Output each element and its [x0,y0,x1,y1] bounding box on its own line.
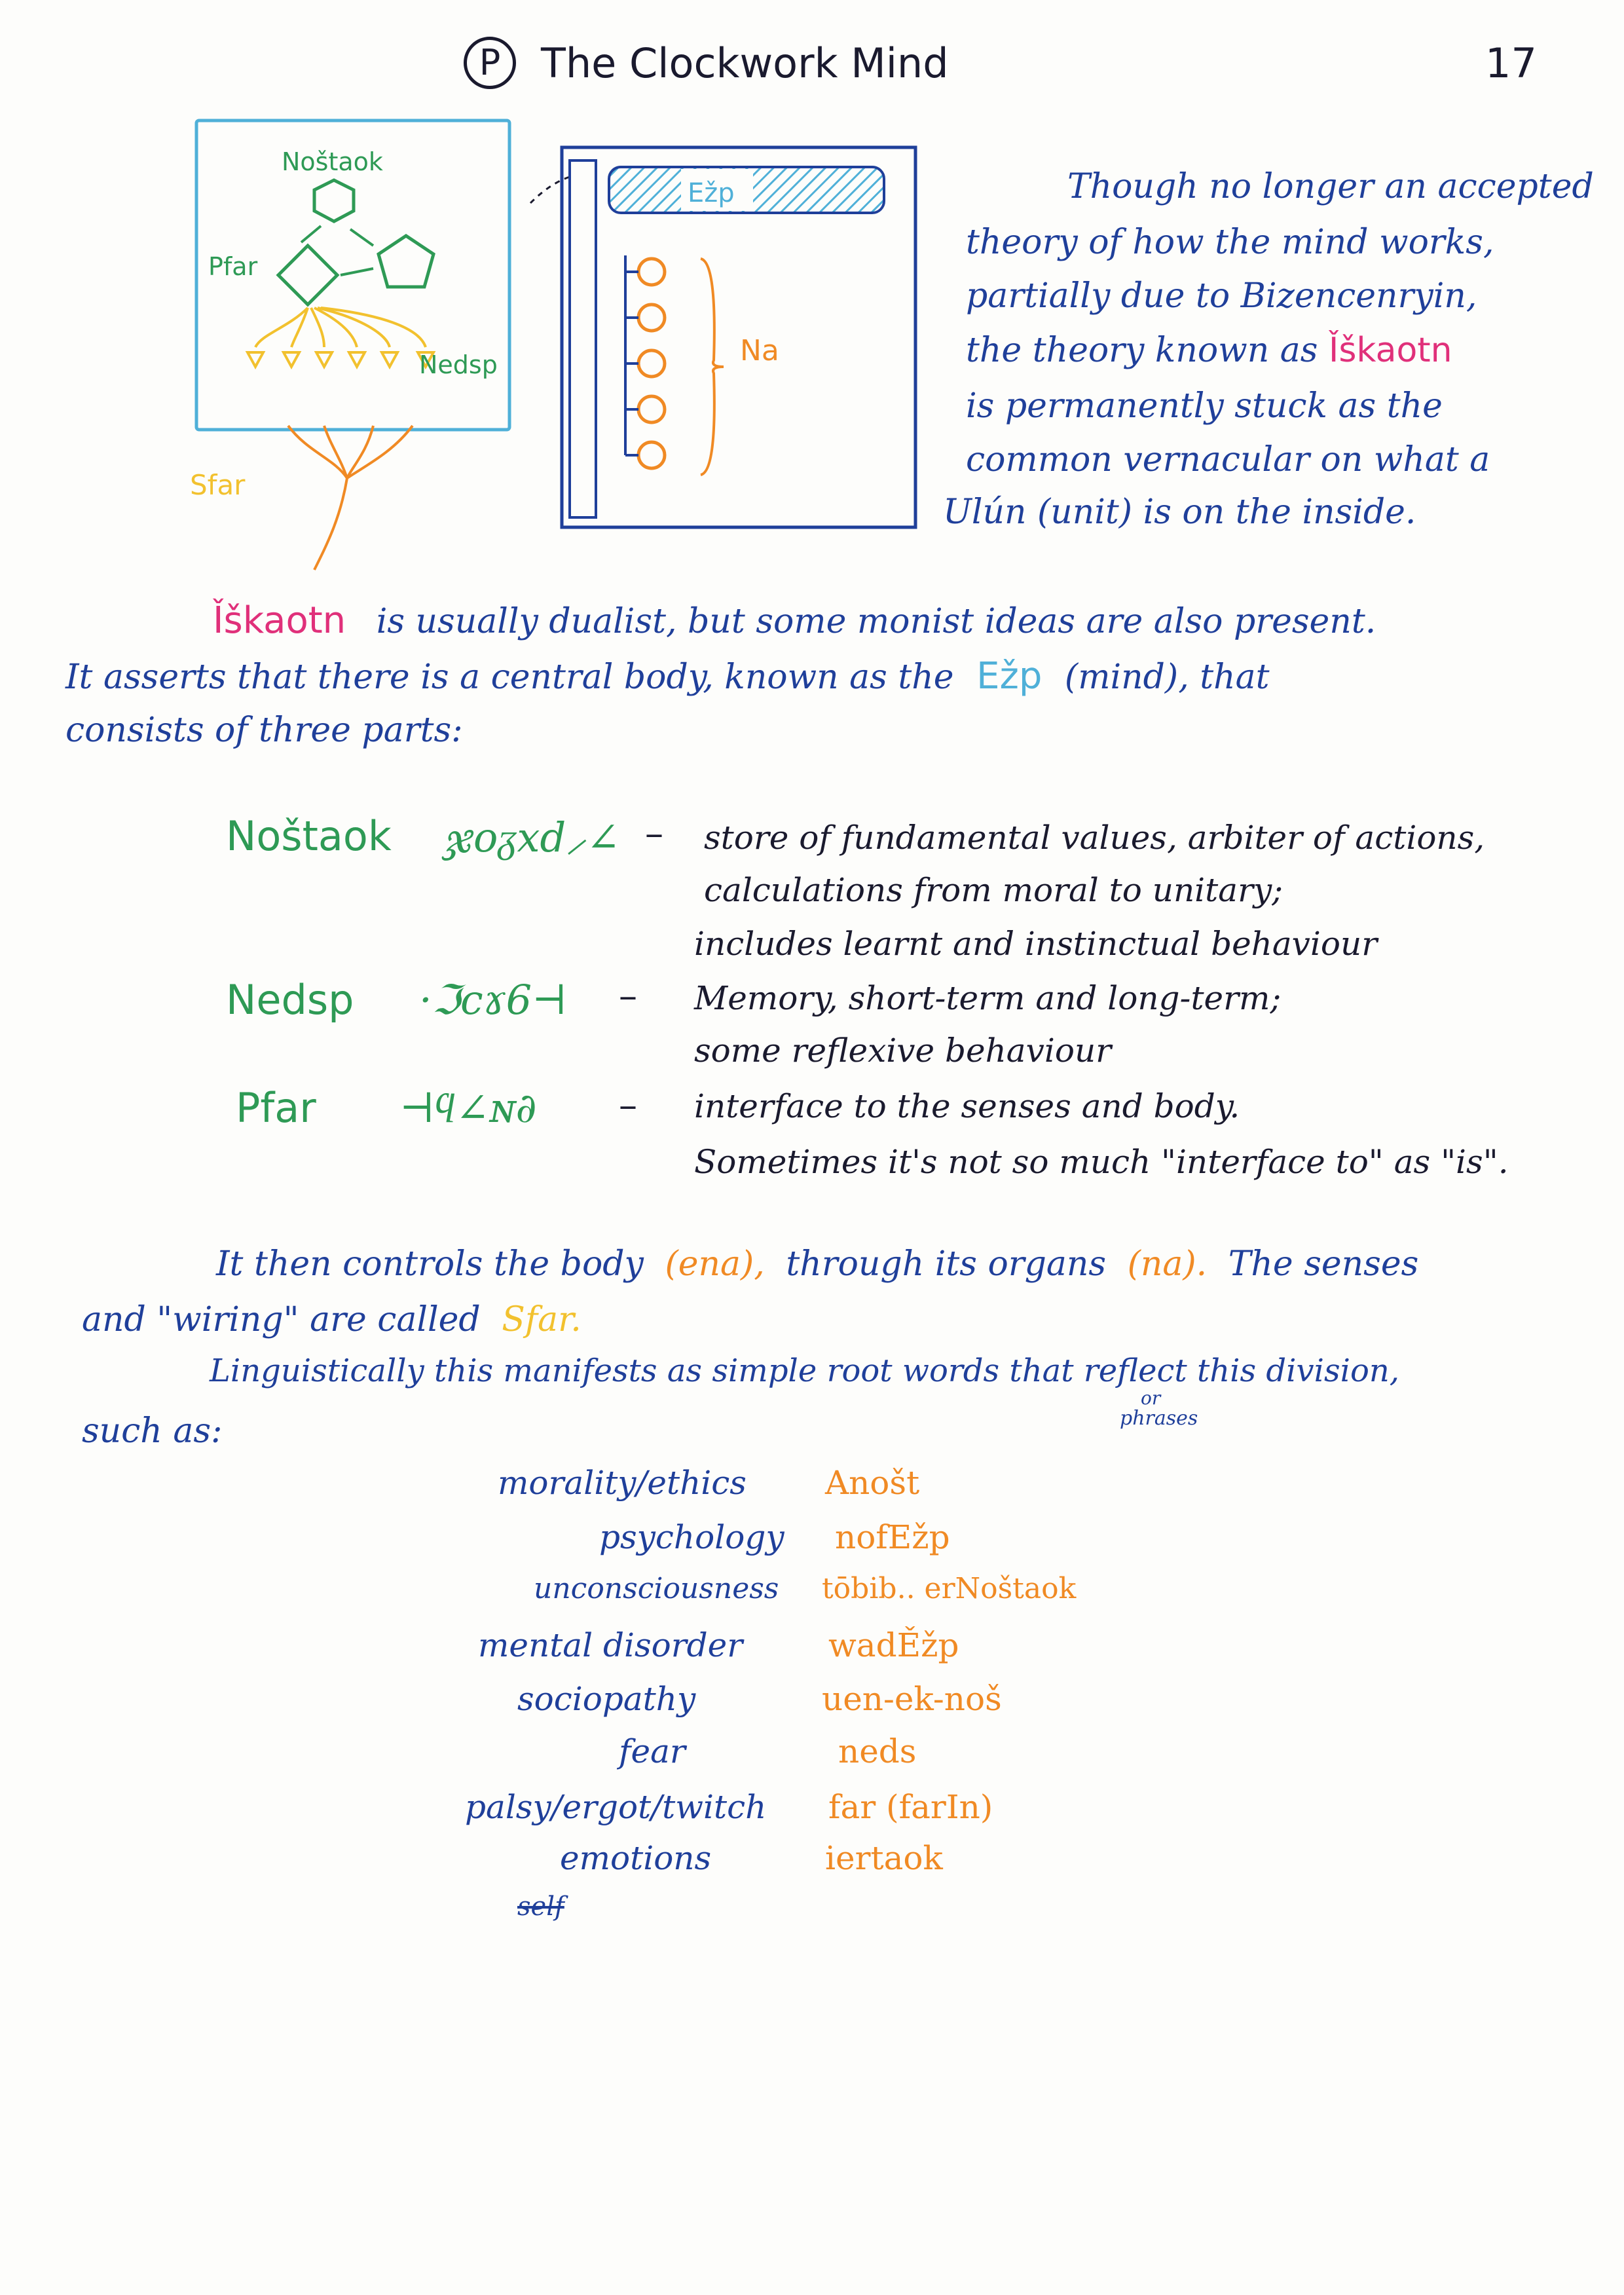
example-en-1: morality/ethics [498,1464,747,1502]
def-dash-pfar: – [619,1084,637,1127]
paragraph2-line1-end: The senses [1228,1244,1419,1284]
diagram-label-pfar: Pfar [208,252,258,281]
intro-line-2: theory of how the mind works, [966,223,1494,262]
def-term-nostaok: Noštaok [226,812,392,860]
diagram-label-na: Na [740,334,779,367]
example-word-1: Anošt [825,1464,920,1502]
def-term-nedsp: Nedsp [226,976,354,1024]
example-en-6: fear [619,1732,686,1770]
wiring-lines [255,308,426,347]
example-en-4: mental disorder [478,1626,743,1664]
paragraph2-line1-text: It then controls the body [216,1244,644,1284]
page-title: The Clockwork Mind [541,39,949,87]
def-line-nostaok-2: calculations from moral to unitary; [704,871,1283,909]
pentagon-shape [378,236,434,287]
organ-brace [701,259,724,475]
organ-circles [638,259,665,468]
paragraph1-line1-text: is usually dualist, but some monist ideas are also present. [376,602,1376,641]
def-dash-nostaok: – [645,812,663,855]
example-word-8: iertaok [825,1839,943,1877]
term-ena: (ena), [665,1244,765,1284]
diagram-label-ezp: Ežp [688,178,735,208]
paragraph2-line2 [82,1300,581,1339]
def-line-nedsp-2: some reflexive behaviour [694,1032,1112,1070]
diagram-label-nostaok: Noštaok [282,147,383,176]
sfar-roots [288,426,413,570]
page-letter-badge: P [464,37,516,89]
insert-or: or [1141,1387,1161,1409]
def-line-pfar-1: interface to the senses and body. [694,1087,1240,1125]
example-word-5: uen-ek-noš [822,1680,1002,1718]
body-organs-diagram [511,131,930,537]
example-word-7: far (farIn) [828,1788,993,1826]
example-en-3: unconsciousness [534,1572,779,1605]
def-script-nedsp: ·ℑcɤ6⊣ [419,976,567,1024]
example-en-8: emotions [560,1839,712,1877]
def-script-pfar: ⊣ϥ∠ɴ∂ [399,1084,537,1132]
paragraph1-line2-suffix: (mind), that [1064,658,1270,697]
intro-line-6: common vernacular on what a [966,440,1490,479]
paragraph1-line3: consists of three parts: [65,711,463,750]
example-word-3: tōbib.. erNoštaok [822,1572,1077,1605]
intro-line-4 [966,331,1452,370]
term-sfar: Sfar. [502,1300,581,1339]
diagram-label-sfar: Sfar [190,469,246,501]
paragraph2-line1 [216,1244,1418,1284]
example-en-9-crossed: self [517,1892,564,1922]
insert-phrases: phrases [1120,1407,1198,1430]
example-en-2: psychology [599,1518,784,1556]
paragraph1-line2 [65,655,1270,698]
def-term-pfar: Pfar [236,1084,316,1132]
example-word-2: nofEžp [835,1518,950,1556]
triangle-nodes [248,352,434,367]
paragraph1-line2-text: It asserts that there is a central body, known as the [65,658,954,697]
page-number: 17 [1485,39,1537,87]
def-line-nostaok-1: store of fundamental values, arbiter of actions, [704,819,1485,857]
intro-line-4-text: the theory known as [966,331,1318,370]
def-line-nostaok-3: includes learnt and instinctual behaviour [694,925,1378,963]
example-word-4: wadĚžp [828,1626,959,1664]
def-dash-nedsp: – [619,975,637,1017]
diamond-shape [278,246,337,305]
example-en-5: sociopathy [517,1680,696,1718]
intro-line-1: Though no longer an accepted [1067,167,1594,206]
def-script-nostaok: ჯoᵹxd⸝∠ [445,813,621,861]
paragraph2-line4: such as: [82,1411,223,1451]
intro-line-7: Ulún (unit) is on the inside. [943,493,1416,532]
hexagon-shape [314,180,354,221]
def-line-nedsp-1: Memory, short-term and long-term; [694,979,1282,1017]
term-iskaotn: Ǐškaotn [1328,331,1452,370]
example-en-7: palsy/ergot/twitch [465,1788,767,1826]
mind-parts-diagram [183,111,524,583]
paragraph1-line1 [213,599,1376,642]
term-na: (na). [1127,1244,1208,1284]
term-ezp: Ežp [976,655,1043,698]
paragraph2-line2-text: and "wiring" are called [82,1300,481,1339]
intro-line-3: partially due to Bizencenryin, [966,276,1477,316]
diagram-label-nedsp: Nedsp [419,350,498,379]
paragraph2-line3: Linguistically this manifests as simple root words that reflect this division, [210,1353,1400,1389]
paragraph2-line1-mid: through its organs [786,1244,1107,1284]
def-line-pfar-2: Sometimes it's not so much "interface to" as "is". [694,1143,1509,1181]
intro-line-5: is permanently stuck as the [966,386,1443,426]
example-word-6: neds [838,1732,917,1770]
term-iskaotn-2: Ǐškaotn [213,599,346,642]
